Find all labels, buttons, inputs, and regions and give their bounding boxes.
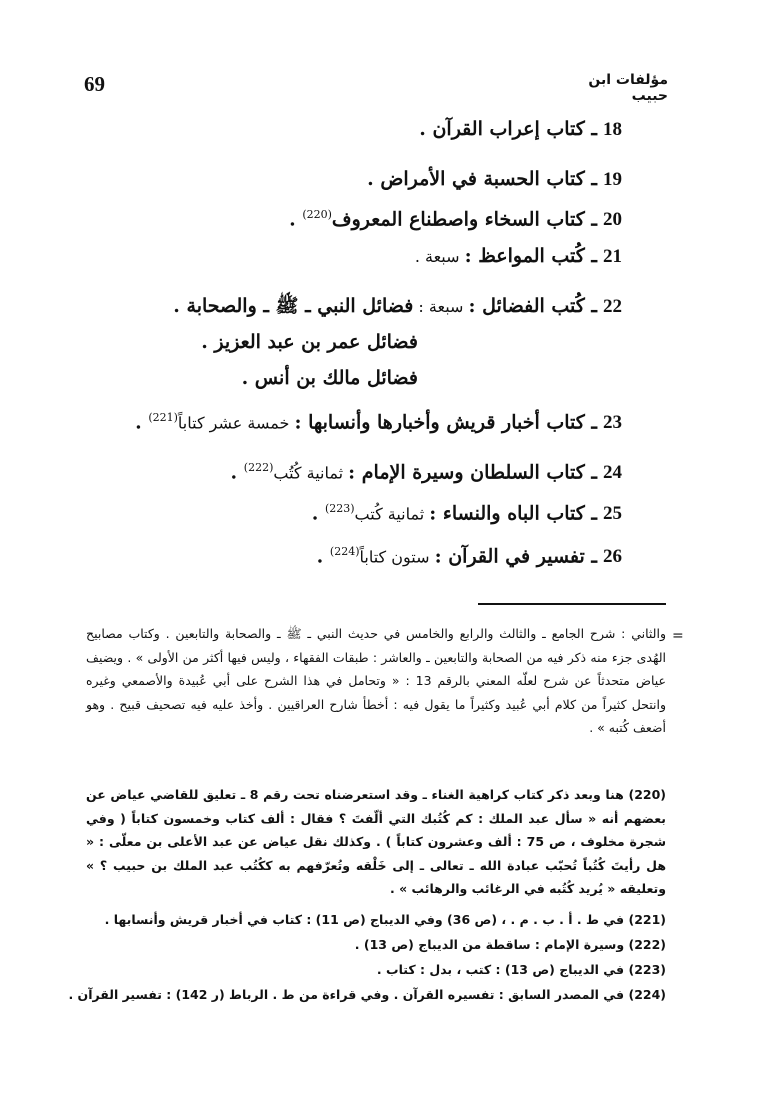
- list-item-22-c: [242, 367, 418, 389]
- item-tail: .: [289, 208, 303, 231]
- item-number: 18: [603, 119, 622, 140]
- item-text: فضائل عمر بن عبد العزيز .: [201, 331, 418, 353]
- list-item-23: [135, 411, 622, 434]
- continuation-marker: =: [672, 628, 684, 644]
- item-text: ـ كتاب الباه والنساء :: [429, 502, 597, 525]
- item-extra: ستون كتاباً: [359, 547, 435, 567]
- item-number: 20: [603, 209, 622, 231]
- item-number: 21: [603, 246, 622, 267]
- footnote-223: (223) في الديباج (ص 13) : كتب ، بدل : كتاب .: [376, 962, 666, 977]
- item-text: ـ كتاب إعراب القرآن .: [419, 118, 597, 140]
- item-number: 23: [603, 412, 622, 434]
- item-extra: سبعة .: [414, 247, 465, 266]
- item-number: 19: [603, 169, 622, 190]
- footnote-ref: (221): [148, 411, 178, 424]
- item-extra: خمسة عشر كتاباً: [177, 413, 295, 433]
- item-text: ـ كُتب الفضائل :: [468, 295, 597, 317]
- running-title: مؤلفات ابن حبيب: [588, 72, 668, 104]
- footnote-221: (221) في ط . أ . ب . م . ، (ص 36) وفي الديباج (ص 11) : كتاب في أخبار قريش وأنسابها .: [104, 912, 666, 927]
- list-item-25: [312, 502, 622, 525]
- list-item-21: [415, 245, 622, 268]
- item-tail: .: [311, 502, 325, 525]
- footnote-ref: (222): [243, 461, 274, 474]
- item-text-2: فضائل النبي ـ ﷺ ـ والصحابة .: [173, 295, 414, 317]
- item-text: ـ كتاب السلطان وسيرة الإمام :: [348, 461, 597, 484]
- item-number: 26: [603, 546, 622, 568]
- item-tail: .: [316, 545, 330, 568]
- list-item-24: [231, 461, 622, 484]
- list-item-19: [367, 168, 622, 191]
- item-tail: .: [230, 461, 244, 484]
- footnote-separator: [478, 603, 666, 605]
- list-item-26: [317, 545, 622, 568]
- page-number: 69: [84, 72, 105, 96]
- item-text: ـ كتاب السخاء واصطناع المعروف: [331, 208, 597, 231]
- item-extra: سبعة :: [413, 297, 469, 316]
- footnote-224: (224) في المصدر السابق : تفسيره القرآن . وفي قراءة من ط . الرباط (ر 142) : تفسير القرآن .: [68, 987, 666, 1002]
- item-text: ـ كتاب الحسبة في الأمراض .: [367, 168, 597, 190]
- item-number: 24: [603, 462, 622, 484]
- item-extra: ثمانية كُتب: [354, 504, 430, 524]
- list-item-20: [289, 208, 622, 231]
- footnote-ref: (224): [329, 545, 360, 558]
- footnote-222: (222) وسيرة الإمام : ساقطة من الديباج (ص 13) .: [354, 937, 666, 952]
- item-text: ـ تفسير في القرآن :: [434, 545, 597, 568]
- item-tail: .: [135, 411, 149, 434]
- item-number: 25: [603, 503, 622, 525]
- footnote-continued: والثاني : شرح الجامع ـ والثالث والرابع والخامس في حديث النبي ـ ﷺ ـ والصحابة والتابعين . وكتاب مصابيح الهُدى جزء منه ذكر فيه من الصحابة والتابعين ـ والعاشر : طبقات الفقهاء ، وليس فيها أكثر من الأولى » . ويضيف عياض متحدثاً عن شرح لعلّه المعني بالرقم 13 : « وتحامل في هذا الشرح على أبي عُبيدة والأصمعي وغيره وانتحل كثيراً من كلام أبي عُبيد وكثيراً ما يقول فيه : أخطأ شارح العراقيين . وأخذ عليه فيه تصحيف قبيح . وهو أضعف كُتبه » .: [86, 626, 666, 735]
- footnote-ref: (223): [324, 502, 355, 515]
- list-item-22: [173, 294, 622, 322]
- list-item-18: [419, 118, 622, 141]
- item-text: فضائل مالك بن أنس .: [241, 367, 418, 389]
- footnote-220: (220) هنا وبعد ذكر كتاب كراهية الغناء ـ وقد استعرضناه تحت رقم 8 ـ تعليق للقاضي عياض عن بعضهم أنه « سأل عبد الملك : كم كُتُبك التي ألّفتَ ؟ فقال : ألف كتاب وخمسون كتاباً ( وفي شجرة مخلوف ، ص 75 : ألف وعشرون كتاباً ) . وكذلك نقل عياض عن عبد الأعلى بن معلّى : « هل رأيتَ كُتُباً تُحبّب عبادة الله ـ تعالى ـ إلى خَلْقه وتُعرّفهم به ككُتُب عبد الملك بن حبيب ؟ » وتعليقه « يُريد كُتُبه في الرغائب والرهائب » .: [86, 787, 666, 896]
- footnote-ref: (220): [302, 208, 332, 221]
- item-extra: ثمانية كُتُب: [273, 463, 349, 483]
- item-text: ـ كُتب المواعظ :: [464, 245, 597, 267]
- list-item-22-b: [201, 331, 418, 353]
- item-text: ـ كتاب أخبار قريش وأخبارها وأنسابها :: [294, 411, 597, 434]
- item-number: 22: [603, 296, 622, 317]
